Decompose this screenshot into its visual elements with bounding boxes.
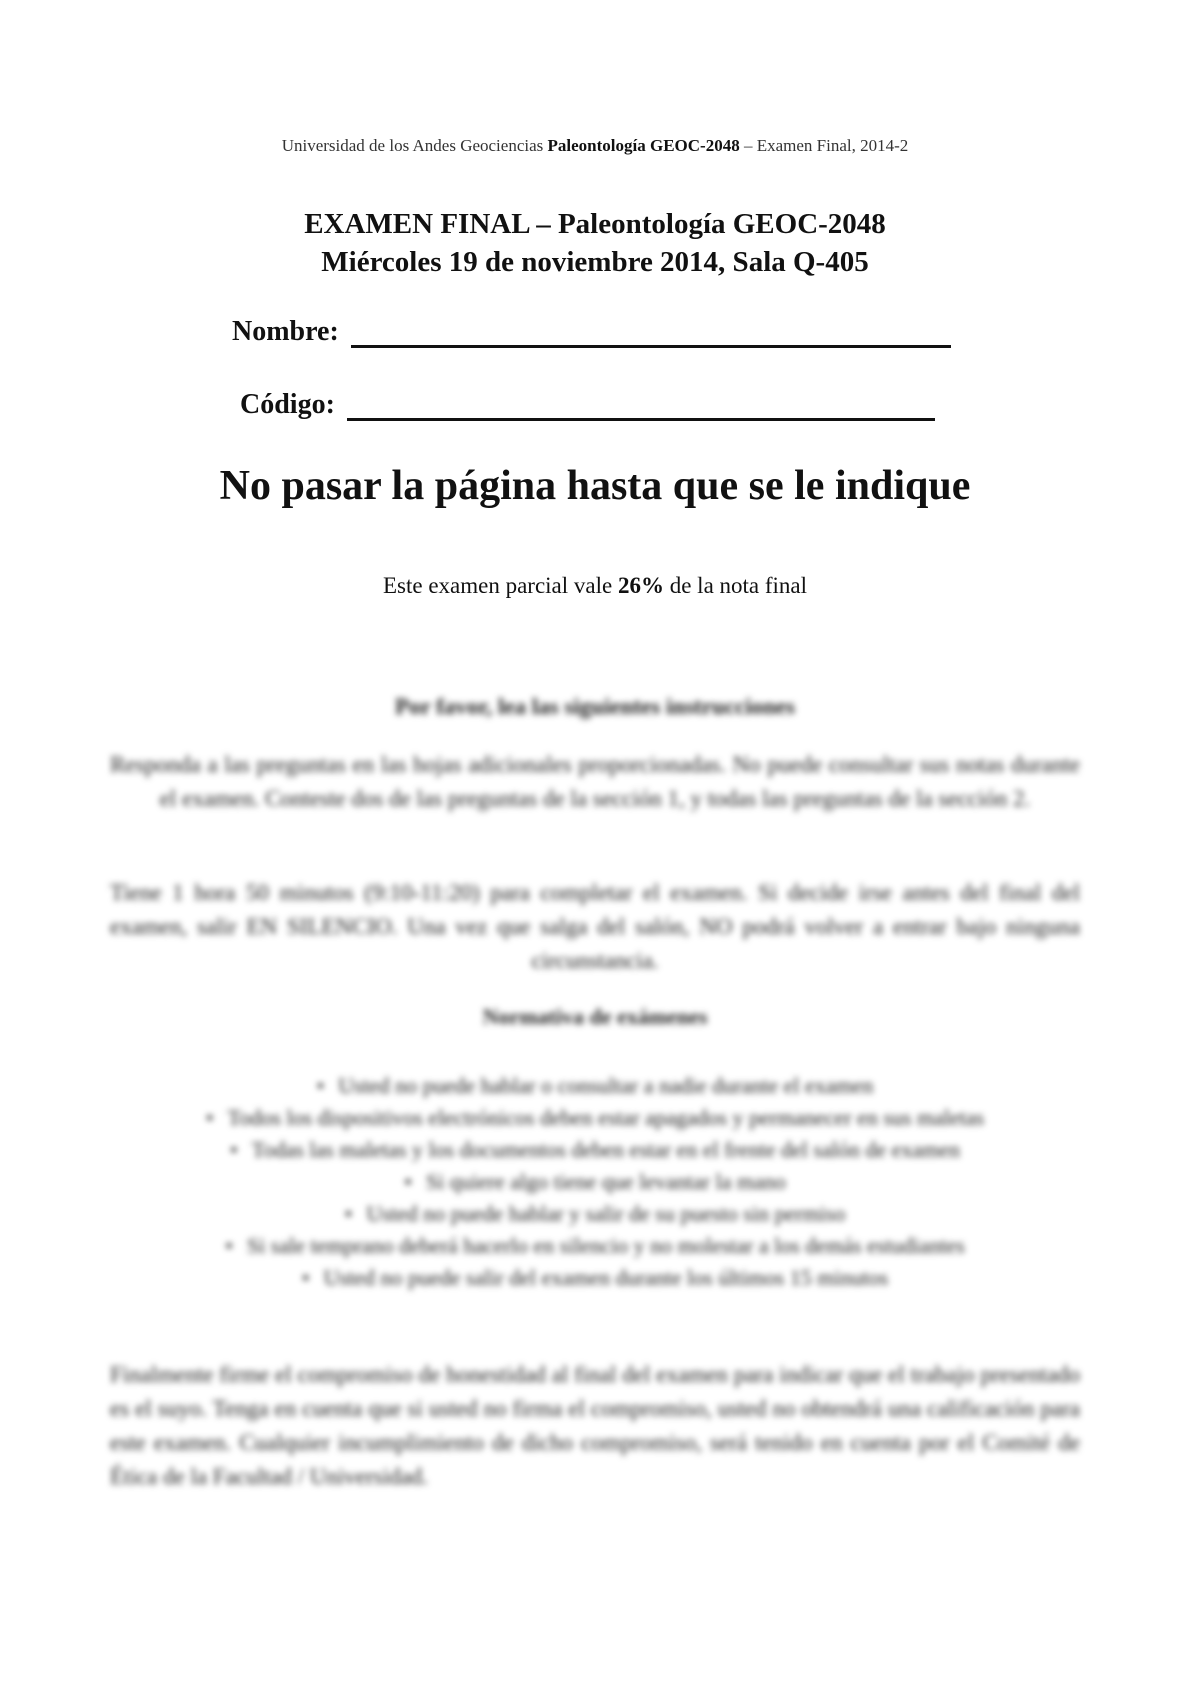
weight-text-after: de la nota final [669,573,808,598]
list-item: • Si sale temprano deberá hacerlo en silencio y no molestar a los demás estudiantes [110,1230,1080,1262]
name-blank-line[interactable] [351,319,951,348]
list-item: • Todas las maletas y los documentos deben estar en el frente del salón de examen [110,1134,1080,1166]
instructions-paragraph-1: Responda a las preguntas en las hojas adicionales proporcionadas. No puede consultar sus notas durante el examen. Conteste dos de las preguntas de la sección 1, y todas las preguntas de la sección 2. [110,752,1080,811]
exam-weight [0,573,1190,599]
norms-heading: Normativa de exámenes [482,1004,708,1029]
list-item: • Usted no puede hablar o consultar a nadie durante el examen [110,1070,1080,1102]
header-exam: – Examen Final, 2014-2 [743,136,909,155]
list-item: • Usted no puede hablar y salir de su puesto sin permiso [110,1198,1080,1230]
code-blank-line[interactable] [347,392,935,421]
list-item: • Todos los dispositivos electrónicos deben estar apagados y permanecer en sus maletas [110,1102,1080,1134]
list-item: • Si quiere algo tiene que levantar la mano [110,1166,1080,1198]
exam-date-room: Miércoles 19 de noviembre 2014, Sala Q-405 [321,246,869,278]
page-header [0,136,1190,156]
code-label: Código: [240,389,335,420]
instructions-paragraph-2: Tiene 1 hora 50 minutos (9:10-11:20) para completar el examen. Si decide irse antes del final del examen, salir EN SILENCIO. Una vez que salga del salón, NO podrá volver a entrar bajo ninguna circunstancia. [110,880,1080,973]
weight-percent: 26% [617,573,664,598]
header-institution: Universidad de los Andes Geociencias [281,136,544,155]
name-field[interactable] [232,316,951,348]
name-label: Nombre: [232,316,339,347]
header-course: Paleontología GEOC-2048 [547,136,740,155]
weight-text-before: Este examen parcial vale [382,573,613,598]
code-field[interactable] [240,389,935,421]
norms-list [110,1070,1080,1294]
list-item: • Usted no puede salir del examen durante los últimos 15 minutos [110,1262,1080,1294]
instructions-heading: Por favor, lea las siguientes instrucciones [395,694,795,719]
honesty-paragraph: Finalmente firme el compromiso de honestidad al final del examen para indicar que el trabajo presentado es el suyo. Tenga en cuenta que si usted no firma el compromiso, usted no obtendrá una calificación para este examen. Cualquier incumplimiento de dicho compromiso, será tenido en cuenta por el Comité de Ética de la Facultad / Universidad. [110,1362,1080,1489]
exam-title: EXAMEN FINAL – Paleontología GEOC-2048 [304,208,886,240]
do-not-turn-warning: No pasar la página hasta que se le indique [219,463,971,509]
